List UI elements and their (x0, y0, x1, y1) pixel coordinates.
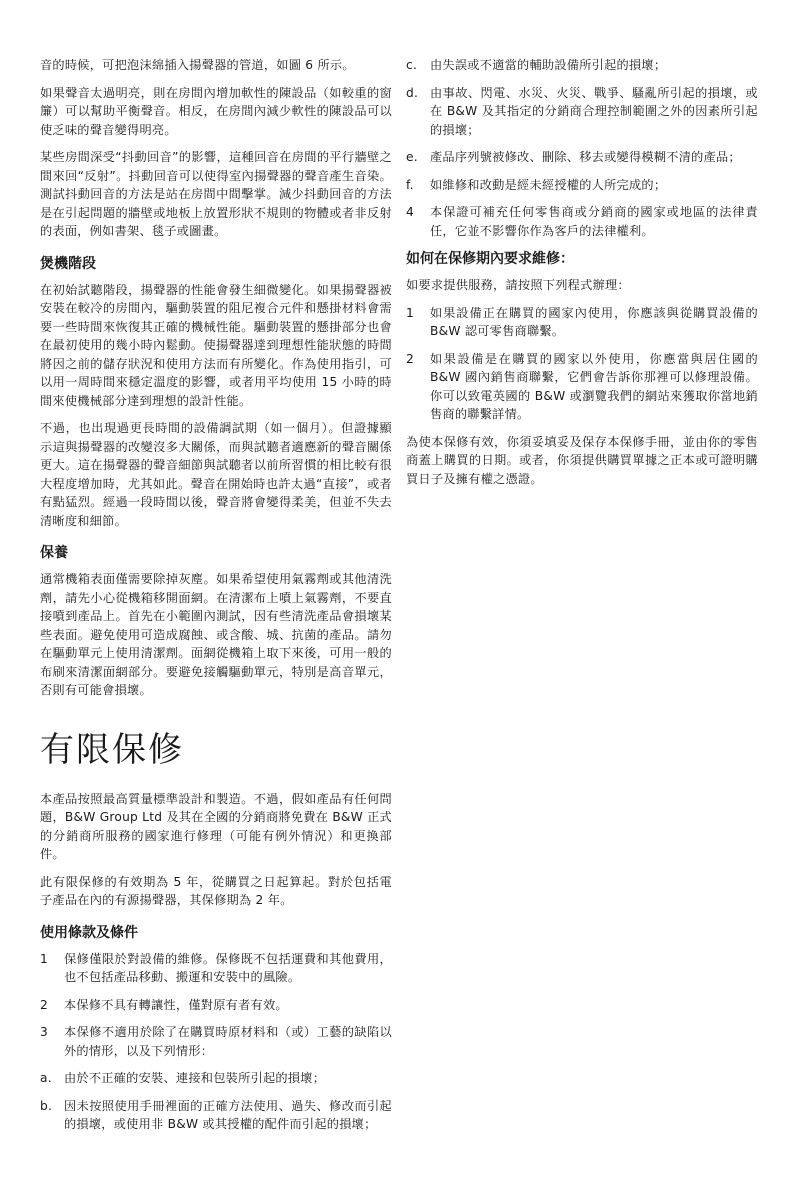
list-marker: c. (406, 58, 418, 72)
paragraph-burn-in-1: 在初始試聽階段，揚聲器的性能會發生細微變化。如果揚聲器被安裝在較冷的房間內，驅動裝置的阻尼複合元件和懸掛材料會需要一些時間來恢復其正確的機械性能。驅動裝置的懸掛部分也會在最初使用的幾小時內鬆動。使揚聲器達到理想性能狀態的時間將因之前的儲存狀況和使用方法而有所變化。作為使用指引，可以用一周時間來穩定溫度的影響，或者用平均使用 15 小時的時間來使機械部分達到理想的設計性能。 (40, 282, 392, 408)
paragraph-warranty-validity: 為使本保修有效，你須妥填妥及保存本保修手冊，並由你的零售商蓋上購買的日期。或者，你須提供購買單據之正本或可證明購買日子及擁有權之憑證。 (406, 434, 758, 486)
list-text: 產品序列號被修改、刪除、移去或變得模糊不清的產品； (430, 150, 741, 164)
list-item (406, 84, 758, 140)
list-item (406, 350, 758, 424)
list-item (40, 996, 392, 1015)
left-column (40, 56, 392, 1143)
list-text: 如果設備正在購買的國家內使用，你應該與從購買設備的 B&W 認可零售商聯繫。 (430, 305, 758, 338)
heading-claim-service: 如何在保修期內要求維修： (406, 251, 574, 267)
list-marker: 4 (406, 205, 415, 219)
list-marker: f. (406, 177, 414, 192)
list-text: 本保修不適用於除了在購買時原材料和（或）工藝的缺陷以外的情形，以及下列情形： (64, 1025, 392, 1058)
list-text: 本保證可補充任何零售商或分銷商的國家或地區的法律責任，它並不影響你作為客戶的法律權利。 (430, 205, 758, 238)
list-marker: a. (40, 1071, 52, 1085)
paragraph-claim-intro: 如要求提供服務，請按照下列程式辦理： (406, 278, 630, 292)
paragraph-bright-sound: 如果聲音太過明亮，則在房間內增加軟性的陳設品（如較重的窗簾）可以幫助平衡聲音。相反，在房間內減少軟性的陳設品可以使乏味的聲音變得明亮。 (40, 85, 392, 137)
list-marker: d. (406, 85, 419, 100)
list-item (40, 1023, 392, 1060)
right-column (406, 56, 758, 497)
paragraph-warranty-2: 此有限保修的有效期為 5 年，從購買之日起算起。對於包括電子產品在內的有源揚聲器，其保修期為 2 年。 (40, 874, 392, 907)
paragraph-burn-in-2: 不過，也出現過更長時間的設備調試期（如一個月）。但證據顯示這與揚聲器的改變沒多大關係，而與試聽者適應新的聲音關係更大。這在揚聲器的聲音細節與試聽者以前所習慣的相比較有很大程度增加時，尤其如此。聲音在開始時也許太過“直接”，或者有點猛烈。經過一段時間以後，聲音將會變得柔美，但並不失去清晰度和細節。 (40, 421, 392, 528)
heading-care: 保養 (40, 545, 68, 561)
heading-burn-in: 煲機階段 (40, 255, 96, 272)
list-marker: 3 (40, 1025, 49, 1039)
list-marker: 1 (406, 305, 415, 320)
list-item (406, 176, 758, 195)
paragraph-flutter-echo: 某些房間深受“抖動回音”的影響，這種回音在房間的平行牆壁之間來回“反射”。抖動回音可以使得室內揚聲器的聲音產生音染。測試抖動回音的方法是站在房間中間擊掌。減少抖動回音的方法是在引起問題的牆壁或地板上放置形狀不規則的物體或者非反射的表面，例如書架、毯子或圖畫。 (40, 150, 392, 238)
list-text: 如維修和改動是經未經授權的人所完成的； (430, 177, 667, 192)
paragraph-care: 通常機箱表面僅需要除掉灰塵。如果希望使用氣霧劑或其他清洗劑，請先小心從機箱移開面網。在清潔布上噴上氣霧劑，不要直接噴到產品上。首先在小範圍內測試，因有些清洗產品會損壞某些表面。避免使用可造成腐蝕、或含酸、城、抗菌的產品。請勿在驅動單元上使用清潔劑。面網從機箱上取下來後，可用一般的布刷來清潔面網部分。要避免接觸驅動單元，特別是高音單元，否則有可能會損壞。 (40, 572, 392, 697)
list-text: 由事故、閃電、水災、火災、戰爭、騷亂所引起的損壞，或在 B&W 及其指定的分銷商合理控制範圍之外的因素所引起的損壞； (430, 85, 758, 137)
paragraph-foam-bung: 音的時候，可把泡沫綿插入揚聲器的管道，如圖 6 所示。 (40, 58, 355, 72)
list-marker: e. (406, 150, 418, 164)
list-marker: 2 (406, 351, 415, 366)
list-text: 本保修不具有轉讓性，僅對原有者有效。 (64, 997, 288, 1012)
list-marker: 1 (40, 951, 49, 966)
list-text: 保修僅限於對設備的維修。保修既不包括運費和其他費用，也不包括產品移動、搬運和安裝中的風險。 (64, 951, 392, 984)
list-item (406, 304, 758, 341)
list-item (40, 1069, 392, 1088)
list-marker: b. (40, 1098, 53, 1113)
list-item (406, 203, 758, 240)
list-text: 由失誤或不適當的輔助設備所引起的損壞； (430, 58, 667, 72)
list-marker: 2 (40, 997, 49, 1012)
list-text: 由於不正確的安裝、連接和包裝所引起的損壞； (64, 1071, 326, 1085)
list-item (406, 148, 758, 167)
list-item (406, 56, 758, 75)
paragraph-warranty-1: 本產品按照最高質量標準設計和製造。不過，假如產品有任何問題，B&W Group Ltd 及其在全國的分銷商將免費在 B&W 正式的分銷商所服務的國家進行修理（可能有例外情況）和更換部件。 (40, 791, 392, 861)
list-text: 因未按照使用手冊裡面的正確方法使用、過失、修改而引起的損壞，或使用非 B&W 或其授權的配件而引起的損壞； (64, 1098, 392, 1131)
heading-limited-warranty: 有限保修 (40, 729, 184, 770)
heading-terms: 使用條款及條件 (40, 924, 138, 941)
list-text: 如果設備是在購買的國家以外使用，你應當與居住國的 B&W 國內銷售商聯繫，它們會告訴你那裡可以修理設備。你可以致電英國的 B&W 或瀏覽我們的網站來獲取你當地銷售商的聯繫詳情。 (430, 351, 758, 421)
list-item (40, 1097, 392, 1134)
list-item (40, 950, 392, 987)
